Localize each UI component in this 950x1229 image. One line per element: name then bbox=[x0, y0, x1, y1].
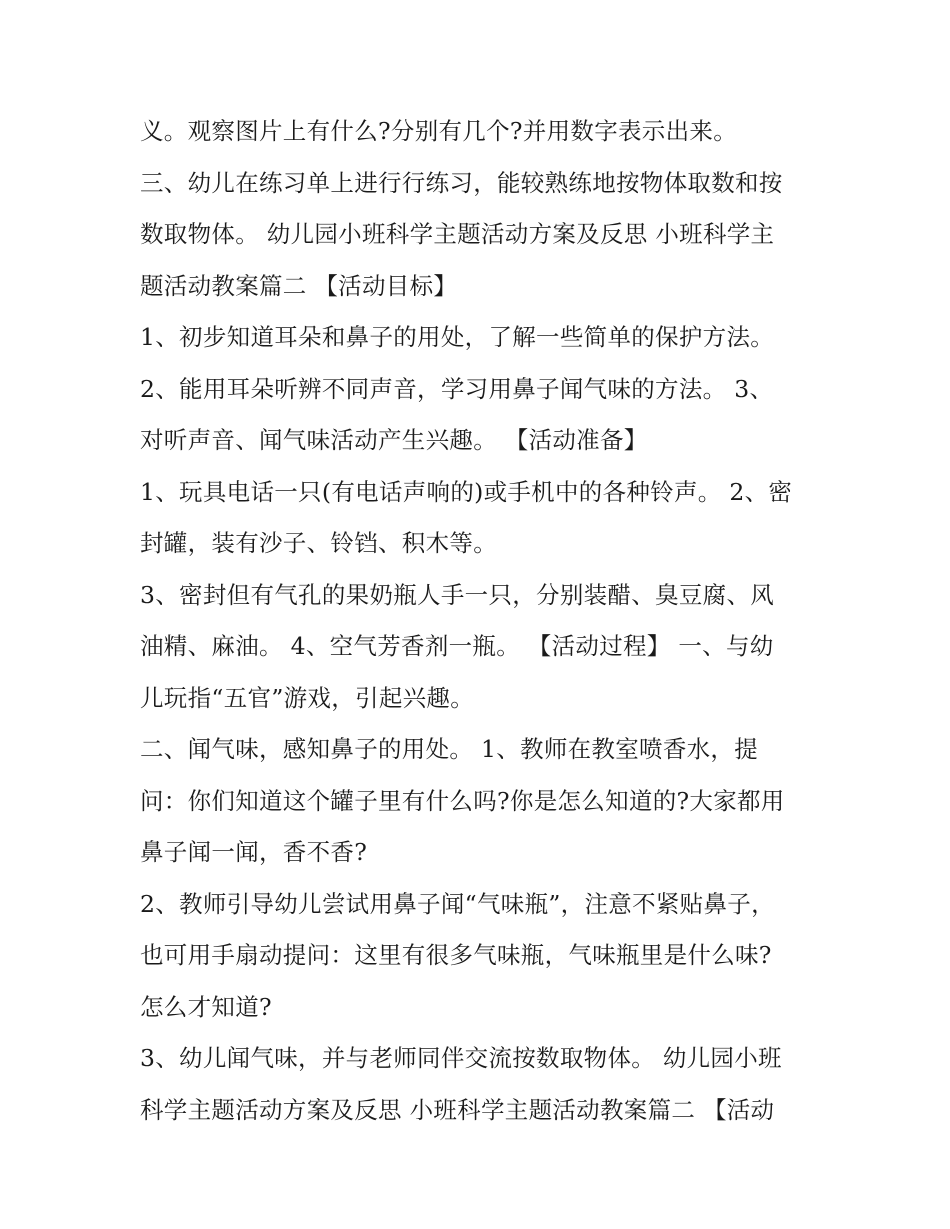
text-line-3: 数取物体。 幼儿园小班科学主题活动方案及反思 小班科学主 bbox=[140, 220, 775, 248]
text-line-2: 三、幼儿在练习单上进行行练习，能较熟练地按物体取数和按 bbox=[140, 168, 783, 197]
text-line-13: 二、闻气味，感知鼻子的用处。 1、教师在教室喷香水，提 bbox=[140, 735, 759, 763]
text-line-10: 3、密封但有气孔的果奶瓶人手一只，分别装醋、臭豆腐、风 bbox=[140, 580, 775, 609]
text-line-9: 封罐，装有沙子、铃铛、积木等。 bbox=[140, 529, 497, 557]
text-line-20: 科学主题活动方案及反思 小班科学主题活动教案篇二 【活动 bbox=[140, 1095, 775, 1124]
text-line-5: 1、初步知道耳朵和鼻子的用处，了解一些简单的保护方法。 bbox=[140, 323, 775, 351]
body-text bbox=[140, 106, 830, 1136]
text-line-7: 对听声音、闻气味活动产生兴趣。 【活动准备】 bbox=[140, 426, 648, 454]
text-line-1: 义。观察图片上有什么?分别有几个?并用数字表示出来。 bbox=[140, 117, 737, 145]
text-line-18: 怎么才知道? bbox=[140, 992, 272, 1021]
text-line-4: 题活动教案篇二 【活动目标】 bbox=[140, 271, 458, 300]
text-line-16: 2、教师引导幼儿尝试用鼻子闻“气味瓶”，注意不紧贴鼻子， bbox=[140, 889, 775, 918]
text-line-19: 3、幼儿闻气味，并与老师同伴交流按数取物体。 幼儿园小班 bbox=[140, 1044, 782, 1072]
text-line-15: 鼻子闻一闻，香不香? bbox=[140, 838, 368, 866]
text-line-17: 也可用手扇动提问：这里有很多气味瓶，气味瓶里是什么味? bbox=[140, 941, 772, 969]
text-line-12: 儿玩指“五官”游戏，引起兴趣。 bbox=[140, 683, 475, 712]
text-line-8: 1、玩具电话一只(有电话声响的)或手机中的各种铃声。 2、密 bbox=[140, 477, 793, 506]
text-line-11: 油精、麻油。 4、空气芳香剂一瓶。 【活动过程】 一、与幼 bbox=[140, 632, 774, 660]
text-line-14: 问：你们知道这个罐子里有什么吗?你是怎么知道的?大家都用 bbox=[140, 786, 785, 815]
text-line-6: 2、能用耳朵听辨不同声音，学习用鼻子闻气味的方法。 3、 bbox=[140, 374, 774, 403]
